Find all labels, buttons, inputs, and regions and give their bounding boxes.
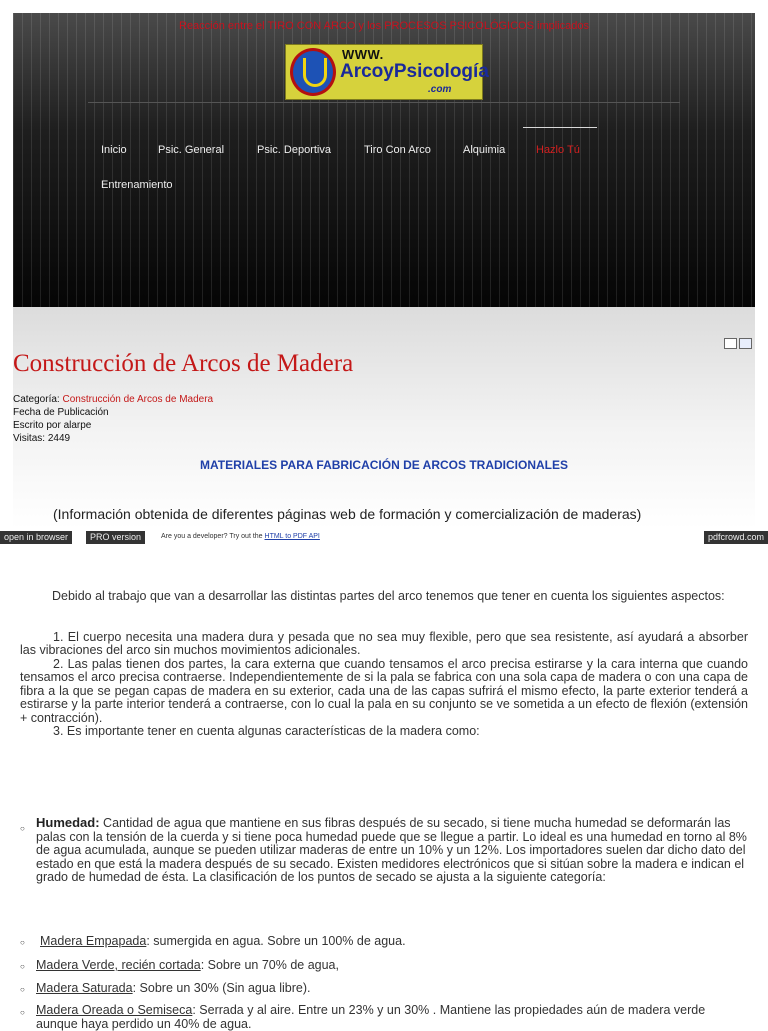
bullet-icon: ○	[20, 938, 25, 947]
source-info: (Información obtenida de diferentes páginas web de formación y comercialización de maderas)	[53, 506, 642, 522]
nav-item-alquimia[interactable]: Alquimia	[463, 144, 506, 156]
nav-item-hazlo-tu[interactable]: Hazlo Tú	[536, 144, 580, 156]
published-date: Fecha de Publicación	[13, 407, 109, 418]
humedad-list	[20, 816, 748, 885]
pdfcrowd-bar	[0, 531, 768, 545]
category-term[interactable]: Madera Verde, recién cortada	[36, 958, 201, 972]
humedad-text: Cantidad de agua que mantiene en sus fibras después de su secado, si tiene mucha humedad se deformarán las palas con la tensión de la cuerda y si tiene poca humedad puede que se llegue a partir. Lo ideal es una humedad en torno al 8% de agua acumulada, aunque se pueden utilizar maderas de entre un 10% y un 12%. Los importadores suelen dar dicho dato del estado en que está la madera después de su secado. Existen medidores electrónicos que si sitúan sobre la madera e indican el grado de humedad de ésta. La clasificación de los puntos de secado se ajusta a la siguiente categoría:	[36, 816, 747, 884]
article-subtitle: MATERIALES PARA FABRICACIÓN DE ARCOS TRADICIONALES	[199, 458, 568, 472]
category-text: : Sobre un 70% de agua,	[200, 958, 339, 972]
article-meta	[13, 393, 213, 445]
print-icon[interactable]	[724, 338, 737, 349]
category-link[interactable]: Construcción de Arcos de Madera	[62, 394, 214, 405]
point-3: 3. Es importante tener en cuenta algunas características de la madera como:	[53, 724, 480, 738]
html-to-pdf-link[interactable]: HTML to PDF API	[264, 533, 320, 540]
header-divider	[88, 102, 680, 103]
nav-item-psic-deportiva[interactable]: Psic. Deportiva	[257, 144, 331, 156]
point-1: 1. El cuerpo necesita una madera dura y pesada que no sea muy flexible, pero que sea resistente, así ayudará a absorber las vibraciones del arco sin muchos movimientos adicionales.	[20, 629, 748, 657]
pro-version-button[interactable]: PRO version	[86, 531, 145, 544]
site-logo[interactable]	[285, 44, 489, 100]
humedad-item	[36, 816, 748, 885]
developer-note	[161, 533, 320, 540]
active-tab-indicator	[523, 127, 597, 128]
article-body	[20, 590, 748, 739]
category-text: : Serrada y al aire. Entre un 23% y un 30% . Mantiene las propiedades aún de madera verde aunque haya perdido un 40% de agua.	[36, 1003, 706, 1031]
visits-count: Visitas: 2449	[13, 433, 71, 444]
pdfcrowd-brand[interactable]: pdfcrowd.com	[704, 531, 768, 544]
announcement-banner[interactable]: Reacción entre el TIRO CON ARCO y los PROCESOS PSICOLÓGICOS implicados	[179, 20, 589, 32]
category-term[interactable]: Madera Empapada	[40, 934, 147, 948]
bullet-icon: ○	[20, 962, 25, 971]
logo-www: WWW.	[342, 47, 384, 62]
email-icon[interactable]	[739, 338, 752, 349]
nav-item-entrenamiento[interactable]: Entrenamiento	[101, 179, 173, 191]
logo-com: .com	[428, 84, 452, 95]
category-term[interactable]: Madera Oreada o Semiseca	[36, 1003, 193, 1017]
open-in-browser-button[interactable]: open in browser	[0, 531, 72, 544]
logo-name: ArcoyPsicología	[340, 61, 489, 82]
category-text: : sumergida en agua. Sobre un 100% de agua.	[146, 934, 406, 948]
bullet-icon: ○	[20, 824, 25, 833]
author: Escrito por alarpe	[13, 420, 92, 431]
intro-paragraph: Debido al trabajo que van a desarrollar las distintas partes del arco tenemos que tener en cuenta los siguientes aspectos:	[52, 589, 725, 603]
nav-item-tiro-con-arco[interactable]: Tiro Con Arco	[364, 144, 431, 156]
article-title: Construcción de Arcos de Madera	[13, 350, 354, 377]
category-term[interactable]: Madera Saturada	[36, 981, 133, 995]
bullet-icon: ○	[20, 1008, 25, 1017]
site-header	[13, 13, 755, 307]
category-text: : Sobre un 30% (Sin agua libre).	[132, 981, 311, 995]
category-label: Categoría:	[13, 394, 60, 405]
nav-item-inicio[interactable]: Inicio	[101, 144, 127, 156]
humedad-term: Humedad:	[36, 815, 100, 830]
bullet-icon: ○	[20, 985, 25, 994]
article-tools	[724, 338, 754, 356]
point-2: 2. Las palas tienen dos partes, la cara externa que cuando tensamos el arco precisa estirarse y la cara interna que cuando tensamos el arco precisa contraerse. Independientemente de si la pala se fabrica con una sola capa de madera o con una capa de fibra a la que se pegan capas de madera en su exterior, cada una de las capas sufrirá el mismo efecto, la parte exterior tenderá a estirarse y la parte interior tenderá a contraerse, con lo cual la pala en su conjunto se ve sometida a un efecto de flexión (extensión + contracción).	[20, 656, 748, 725]
developer-text: Are you a developer? Try out the	[161, 533, 265, 540]
logo-emblem-icon	[290, 48, 336, 96]
nav-item-psic-general[interactable]: Psic. General	[158, 144, 225, 156]
